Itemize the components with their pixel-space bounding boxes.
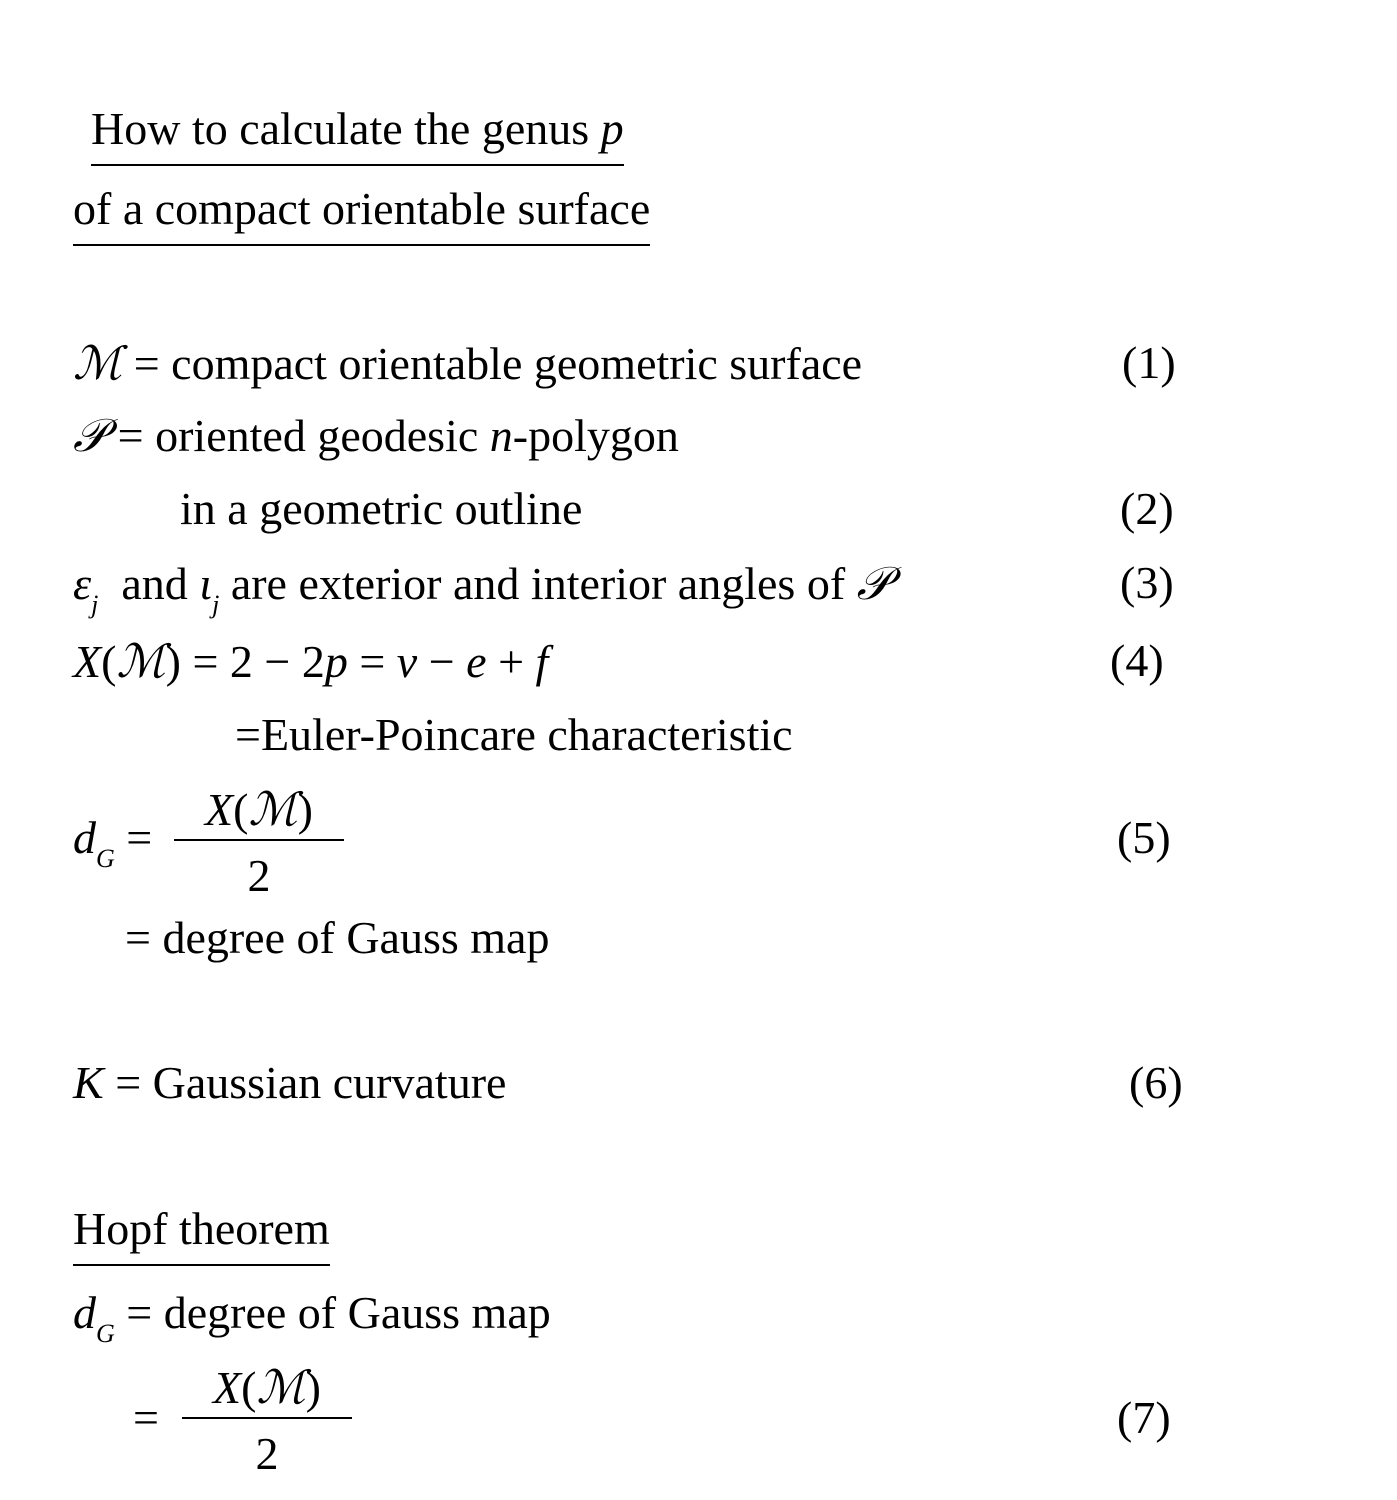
polygon-symbol: 𝒫 <box>73 408 107 462</box>
manifold-symbol-4: ℳ <box>256 1360 306 1414</box>
eq4-plus: + <box>486 636 536 687</box>
hopf-heading: Hopf theorem <box>73 1206 330 1266</box>
equation-4-line-2: =Euler-Poincare characteristic <box>235 709 793 760</box>
title-text-1: How to calculate the genus <box>91 103 601 154</box>
chi-symbol-3: X <box>213 1362 242 1413</box>
paren-close-2: ) <box>297 784 313 835</box>
equation-5-fraction <box>174 782 344 901</box>
equation-2-number: (2) <box>1120 483 1174 534</box>
fraction-numerator <box>174 782 344 839</box>
equation-2-line-1 <box>73 408 679 462</box>
title-line-2 <box>73 183 651 246</box>
equation-1 <box>73 336 863 390</box>
equation-6-text: = Gaussian curvature <box>103 1057 507 1108</box>
equation-7-number: (7) <box>1117 1392 1171 1443</box>
genus-p: p <box>324 636 348 687</box>
n-variable: n <box>489 410 513 461</box>
equation-5-lhs <box>73 812 153 873</box>
faces-f: f <box>535 636 549 687</box>
gauss-degree-d: d <box>73 812 96 863</box>
gauss-subscript: G <box>96 844 115 873</box>
hopf-equals: = <box>133 1392 159 1443</box>
equation-5-equals: = <box>114 812 153 863</box>
hopf-line-1-text: = degree of Gauss map <box>114 1287 551 1338</box>
paren-open: ( <box>101 636 117 687</box>
edges-e: e <box>466 636 487 687</box>
equation-2-line-2: in a geometric outline <box>180 483 583 534</box>
equation-5-number: (5) <box>1117 812 1171 863</box>
equation-4-number: (4) <box>1110 635 1164 686</box>
equation-5-line-2: = degree of Gauss map <box>125 912 550 963</box>
paren-close-3: ) <box>305 1362 321 1413</box>
hopf-line-1 <box>73 1287 551 1348</box>
fraction-denominator: 2 <box>247 850 271 901</box>
paren-open-3: ( <box>241 1362 257 1413</box>
epsilon-subscript: j <box>91 590 99 619</box>
equation-6 <box>73 1057 507 1108</box>
manifold-symbol: ℳ <box>73 336 123 390</box>
eq4-mid: ) = 2 − 2 <box>165 636 325 687</box>
vertices-v: v <box>396 636 418 687</box>
genus-variable: p <box>600 103 624 154</box>
chi-symbol: X <box>73 636 102 687</box>
gauss-subscript-2: G <box>96 1319 115 1348</box>
equation-3-number: (3) <box>1120 557 1174 608</box>
gauss-degree-d-2: d <box>73 1287 96 1338</box>
equation-4-line-1 <box>73 634 549 688</box>
hopf-fraction-numerator <box>182 1360 352 1417</box>
equation-6-number: (6) <box>1129 1057 1183 1108</box>
hopf-fraction <box>182 1360 352 1479</box>
equation-1-text: = compact orientable geometric surface <box>122 338 863 389</box>
manifold-symbol-2: ℳ <box>116 634 166 688</box>
title-text-2: of a compact orientable surface <box>73 183 651 234</box>
eq4-minus: − <box>417 636 467 687</box>
hopf-fraction-denominator: 2 <box>255 1428 279 1479</box>
equation-3-text: are exterior and interior angles of <box>230 558 846 609</box>
curvature-K: K <box>73 1057 104 1108</box>
title-line-1 <box>91 103 624 166</box>
paren-open-2: ( <box>233 784 249 835</box>
iota-subscript: j <box>212 590 220 619</box>
equation-2-text-a: = oriented geodesic <box>106 410 490 461</box>
iota-symbol: ι <box>199 558 213 609</box>
eq4-equals: = <box>347 636 397 687</box>
chi-symbol-2: X <box>205 784 234 835</box>
equation-3 <box>73 556 890 619</box>
manifold-symbol-3: ℳ <box>248 782 298 836</box>
epsilon-symbol: ε <box>73 558 92 609</box>
equation-2-text-b: -polygon <box>512 410 679 461</box>
equation-1-number: (1) <box>1122 337 1176 388</box>
polygon-symbol-ref: 𝒫 <box>856 556 890 610</box>
and-word: and <box>121 558 188 609</box>
